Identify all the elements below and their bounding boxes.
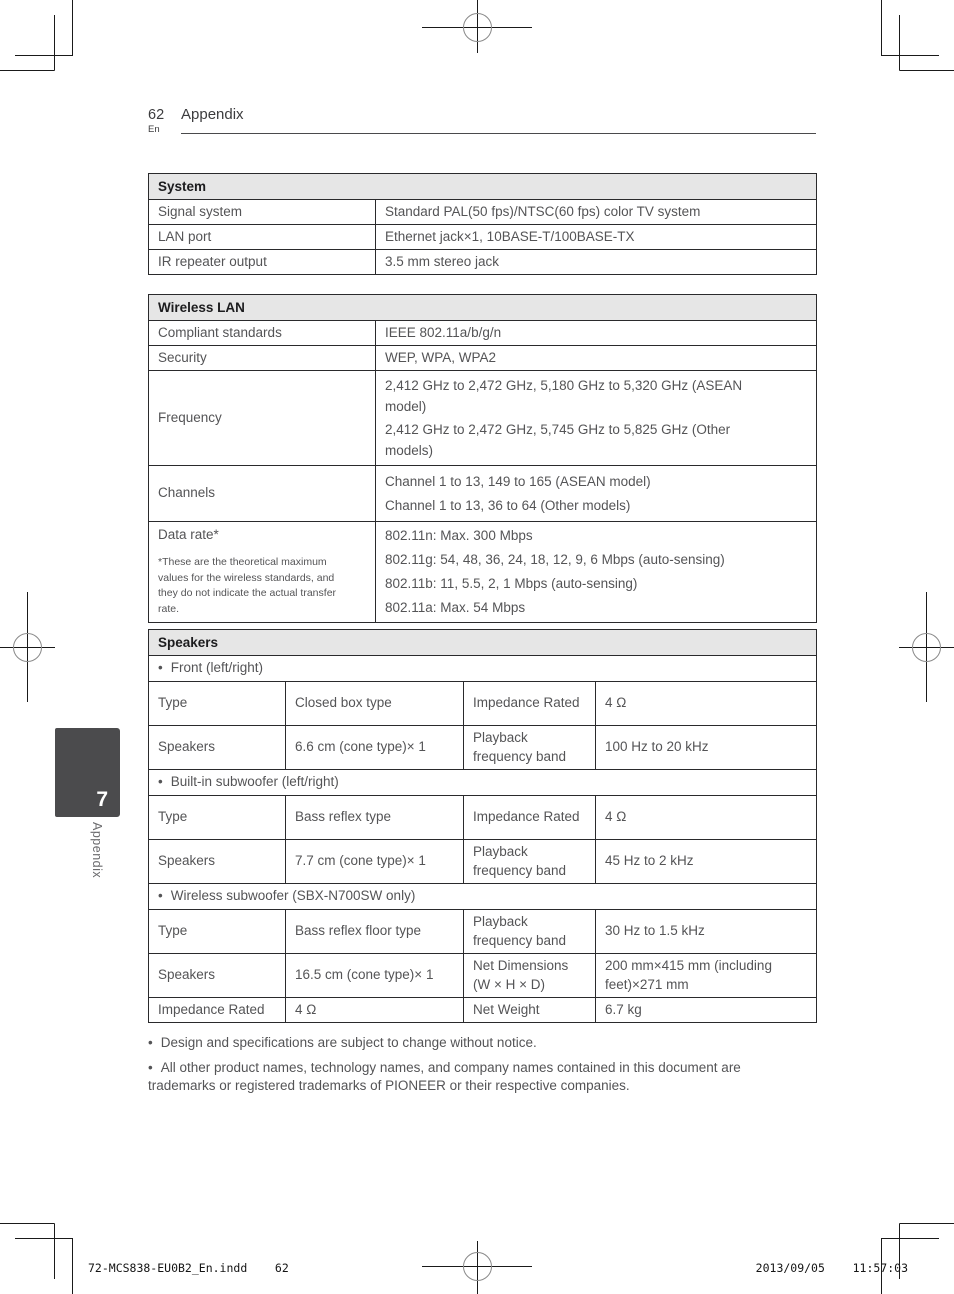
table-row	[149, 321, 817, 346]
spec-label: Signal system	[149, 200, 376, 225]
chapter-tab-label: Appendix	[90, 822, 104, 879]
footer-timestamp: 2013/09/05 11:57:03	[755, 1261, 908, 1275]
spec-value: Bass reflex floor type	[286, 910, 464, 954]
table-row	[149, 770, 817, 796]
speaker-group-label: • Built-in subwoofer (left/right)	[158, 774, 339, 789]
system-spec-table	[148, 173, 817, 275]
spec-value: 3.5 mm stereo jack	[376, 250, 817, 275]
spec-label: Frequency	[149, 371, 376, 466]
table-row	[149, 682, 817, 726]
spec-label: Type	[149, 682, 286, 726]
spec-value: 30 Hz to 1.5 kHz	[596, 910, 817, 954]
spec-label: Speakers	[149, 954, 286, 998]
spec-value: Closed box type	[286, 682, 464, 726]
spec-label: IR repeater output	[149, 250, 376, 275]
spec-value: 7.7 cm (cone type)× 1	[286, 840, 464, 884]
table-row	[149, 225, 817, 250]
spec-label: Compliant standards	[149, 321, 376, 346]
table-row	[149, 200, 817, 225]
spec-value-line: 802.11a: Max. 54 Mbps	[385, 600, 526, 615]
speaker-group-label: • Wireless subwoofer (SBX-N700SW only)	[158, 888, 415, 903]
speaker-group-label: • Front (left/right)	[158, 660, 263, 675]
spec-value: 6.7 kg	[596, 998, 817, 1023]
spec-value: 4 Ω	[596, 796, 817, 840]
spec-value: 200 mm×415 mm (including feet)×271 mm	[596, 954, 817, 998]
spec-label: Impedance Rated	[464, 682, 596, 726]
spec-footnote: *These are the theoretical maximum values for the wireless standards, and they do not indicate the actual transfer rate.	[158, 555, 337, 616]
table-row	[149, 466, 817, 522]
spec-value	[376, 466, 817, 522]
spec-value-line: 802.11b: 11, 5.5, 2, 1 Mbps (auto-sensing)	[385, 576, 638, 591]
spec-label: Speakers	[149, 726, 286, 770]
chapter-tab	[55, 728, 120, 817]
spec-value	[376, 522, 817, 623]
spec-value	[376, 371, 817, 466]
page-number: 62	[148, 107, 165, 123]
table-row	[149, 884, 817, 910]
table-row	[149, 371, 817, 466]
spec-value-line: Channel 1 to 13, 149 to 165 (ASEAN model)	[385, 474, 651, 489]
spec-value: Bass reflex type	[286, 796, 464, 840]
spec-value: 4 Ω	[286, 998, 464, 1023]
spec-label: Speakers	[149, 840, 286, 884]
notes-list	[148, 1034, 768, 1103]
spec-label	[149, 522, 376, 623]
spec-value: Standard PAL(50 fps)/NTSC(60 fps) color TV system	[376, 200, 817, 225]
speaker-group-heading	[149, 770, 817, 796]
table-row	[149, 998, 817, 1023]
spec-value: 4 Ω	[596, 682, 817, 726]
table-row	[149, 796, 817, 840]
spec-label: Type	[149, 910, 286, 954]
spec-value: 45 Hz to 2 kHz	[596, 840, 817, 884]
section-title: System	[149, 174, 817, 200]
table-row	[149, 250, 817, 275]
table-section-header	[149, 174, 817, 200]
spec-label: Security	[149, 346, 376, 371]
table-row	[149, 840, 817, 884]
spec-label: Net Weight	[464, 998, 596, 1023]
spec-value: WEP, WPA, WPA2	[376, 346, 817, 371]
speaker-group-heading	[149, 656, 817, 682]
speakers-spec-table	[148, 629, 817, 1023]
table-row	[149, 954, 817, 998]
footer-file-info: 72-MCS838-EU0B2_En.indd 62	[88, 1261, 289, 1275]
table-row	[149, 726, 817, 770]
spec-label: Type	[149, 796, 286, 840]
spec-value: 100 Hz to 20 kHz	[596, 726, 817, 770]
section-title: Wireless LAN	[149, 295, 817, 321]
speaker-group-heading	[149, 884, 817, 910]
note-item: • Design and specifications are subject to change without notice.	[148, 1034, 768, 1052]
spec-value: IEEE 802.11a/b/g/n	[376, 321, 817, 346]
spec-label: Impedance Rated	[464, 796, 596, 840]
chapter-number: 7	[96, 788, 108, 811]
spec-label-text: Data rate*	[158, 527, 219, 543]
table-section-header	[149, 295, 817, 321]
note-item: • All other product names, technology names, and company names contained in this document are trademarks or registered trademarks of PIONEER or their respective companies.	[148, 1059, 768, 1095]
spec-label: LAN port	[149, 225, 376, 250]
table-row	[149, 910, 817, 954]
spec-value: Ethernet jack×1, 10BASE-T/100BASE-TX	[376, 225, 817, 250]
table-section-header	[149, 630, 817, 656]
spec-label: Playback frequency band	[464, 910, 596, 954]
section-title: Speakers	[149, 630, 817, 656]
page-language: En	[148, 124, 160, 135]
table-row	[149, 656, 817, 682]
header-rule	[181, 133, 816, 134]
spec-label: Playback frequency band	[464, 726, 596, 770]
spec-value-line: Channel 1 to 13, 36 to 64 (Other models)	[385, 498, 631, 513]
spec-value-line: 802.11g: 54, 48, 36, 24, 18, 12, 9, 6 Mbps (auto-sensing)	[385, 552, 725, 567]
spec-label: Playback frequency band	[464, 840, 596, 884]
spec-value: 6.6 cm (cone type)× 1	[286, 726, 464, 770]
page-title: Appendix	[181, 106, 244, 123]
spec-value: 16.5 cm (cone type)× 1	[286, 954, 464, 998]
spec-value-line: 2,412 GHz to 2,472 GHz, 5,180 GHz to 5,320 GHz (ASEAN model)	[385, 378, 743, 414]
spec-value-line: 802.11n: Max. 300 Mbps	[385, 528, 533, 543]
table-row	[149, 522, 817, 623]
table-row	[149, 346, 817, 371]
spec-label: Channels	[149, 466, 376, 522]
spec-value-line: 2,412 GHz to 2,472 GHz, 5,745 GHz to 5,825 GHz (Other models)	[385, 422, 731, 458]
wireless-lan-spec-table	[148, 294, 817, 623]
spec-label: Net Dimensions (W × H × D)	[464, 954, 596, 998]
spec-label: Impedance Rated	[149, 998, 286, 1023]
